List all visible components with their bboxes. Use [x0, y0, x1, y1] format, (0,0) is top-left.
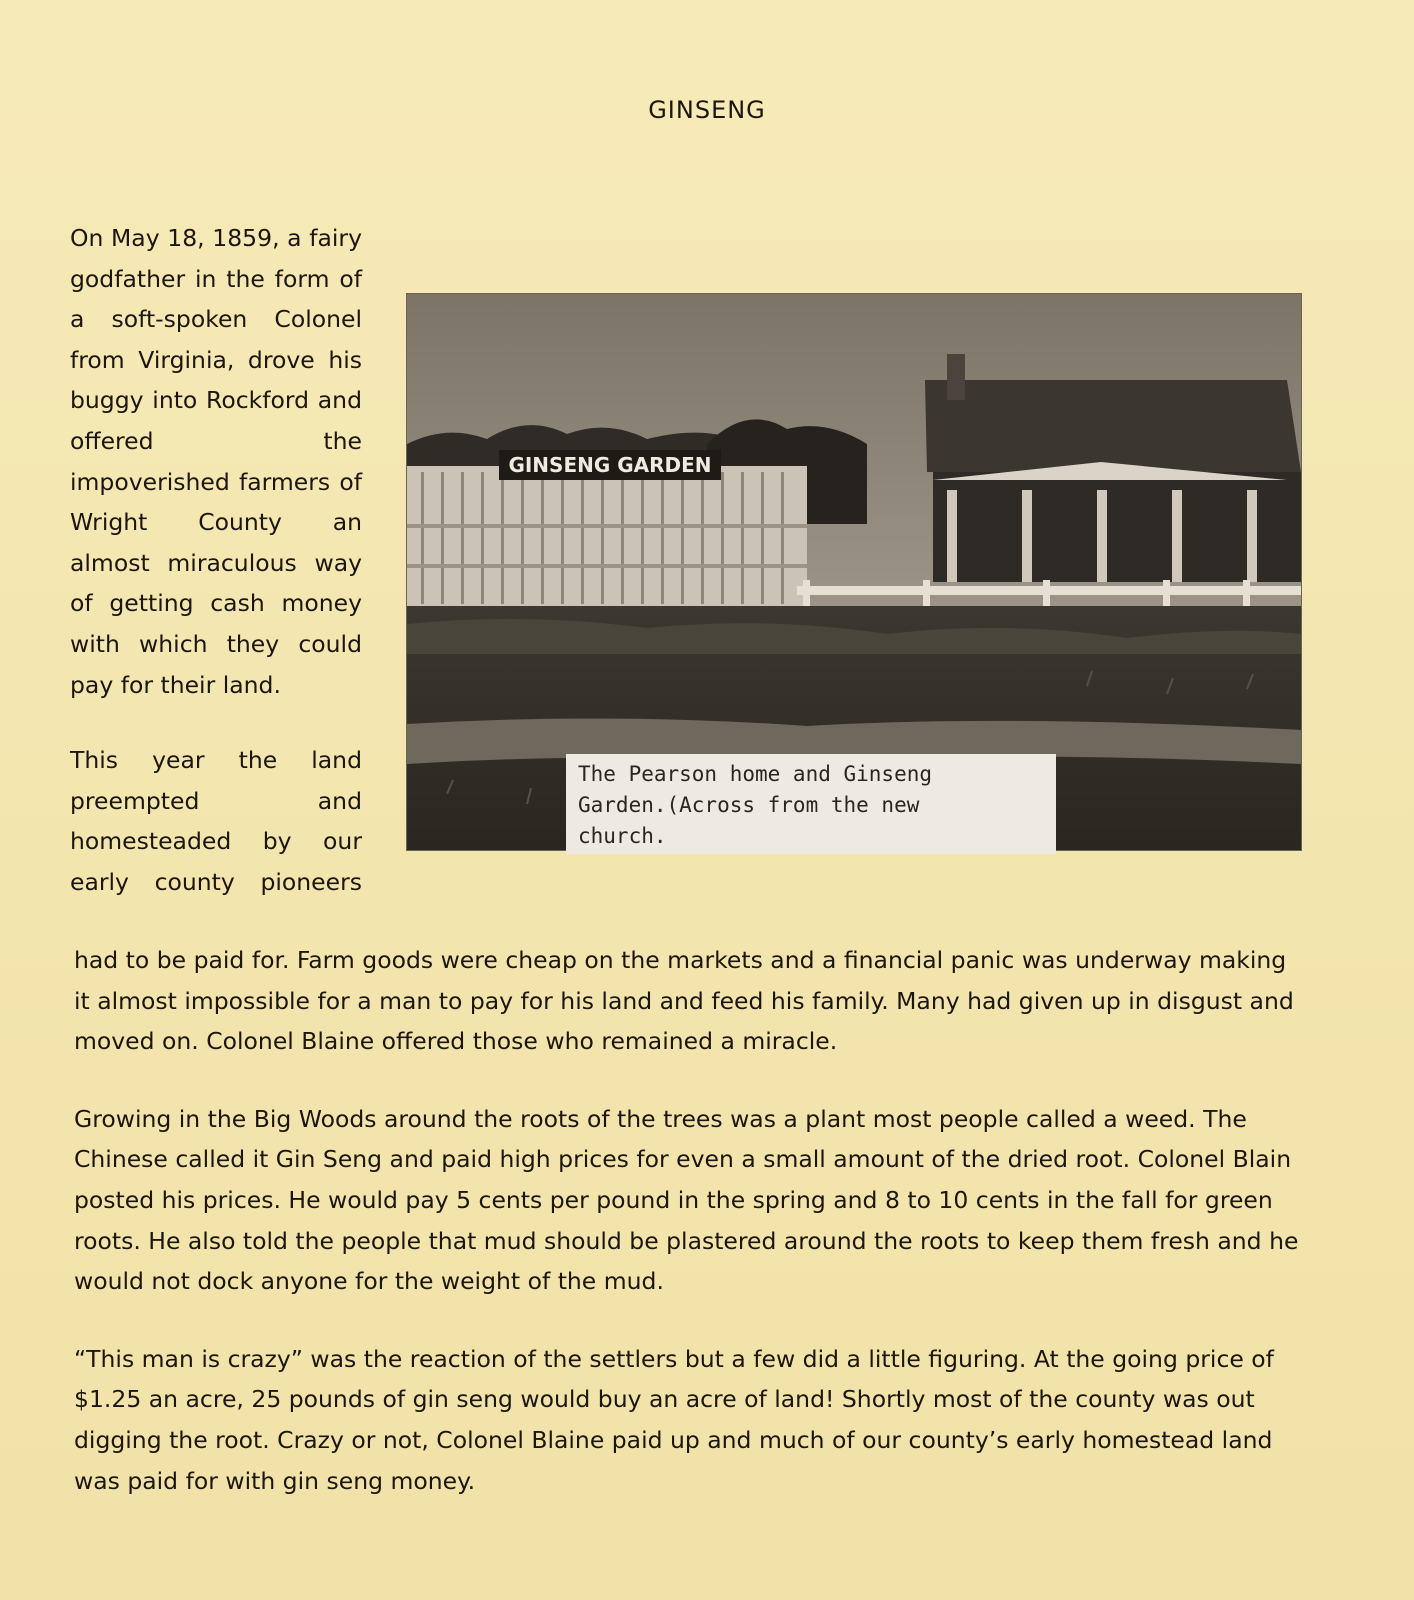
- body-text: [74, 940, 1309, 1501]
- caption-line: The Pearson home and Ginseng: [578, 762, 933, 786]
- body-paragraph: had to be paid for. Farm goods were cheap on the markets and a financial panic was underway making it almost impossible for a man to pay for his land and feed his family. Many had given up in disgust and moved on. Colonel Blaine offered those who remained a miracle.: [74, 946, 1294, 1056]
- page-title: GINSENG: [648, 96, 766, 124]
- photo-caption: [566, 754, 1056, 854]
- caption-line: Garden.(Across from the new: [578, 793, 920, 817]
- body-paragraph: Growing in the Big Woods around the roots of the trees was a plant most people called a weed. The Chinese called it Gin Seng and paid high prices for even a small amount of the dried root. Colonel Blain posted his prices. He would pay 5 cents per pound in the spring and 8 to 10 cents in the fall for green roots. He also told the people that mud should be plastered around the roots to keep them fresh and he would not dock anyone for the weight of the mud.: [74, 1104, 1299, 1296]
- intro-column: [70, 218, 362, 903]
- body-paragraph: “This man is crazy” was the reaction of the settlers but a few did a little figuring. At the going price of $1.25 an acre, 25 pounds of gin seng would buy an acre of land! Shortly most of the county was out digging the root. Crazy or not, Colonel Blaine paid up and much of our county’s early homestead land was paid for with gin seng money.: [74, 1344, 1274, 1495]
- caption-line: church.: [578, 824, 667, 848]
- intro-paragraph: On May 18, 1859, a fairy godfather in the form of a soft-spoken Colonel from Virginia, drove his buggy into Rockford and offered the impoverished farmers of Wright County an almost miraculous way of getting cash money with which they could pay for their land.: [70, 224, 362, 699]
- intro-paragraph: This year the land preempted and homesteaded by our early county pioneers: [70, 746, 362, 896]
- sign-text: GINSENG GARDEN: [508, 453, 712, 477]
